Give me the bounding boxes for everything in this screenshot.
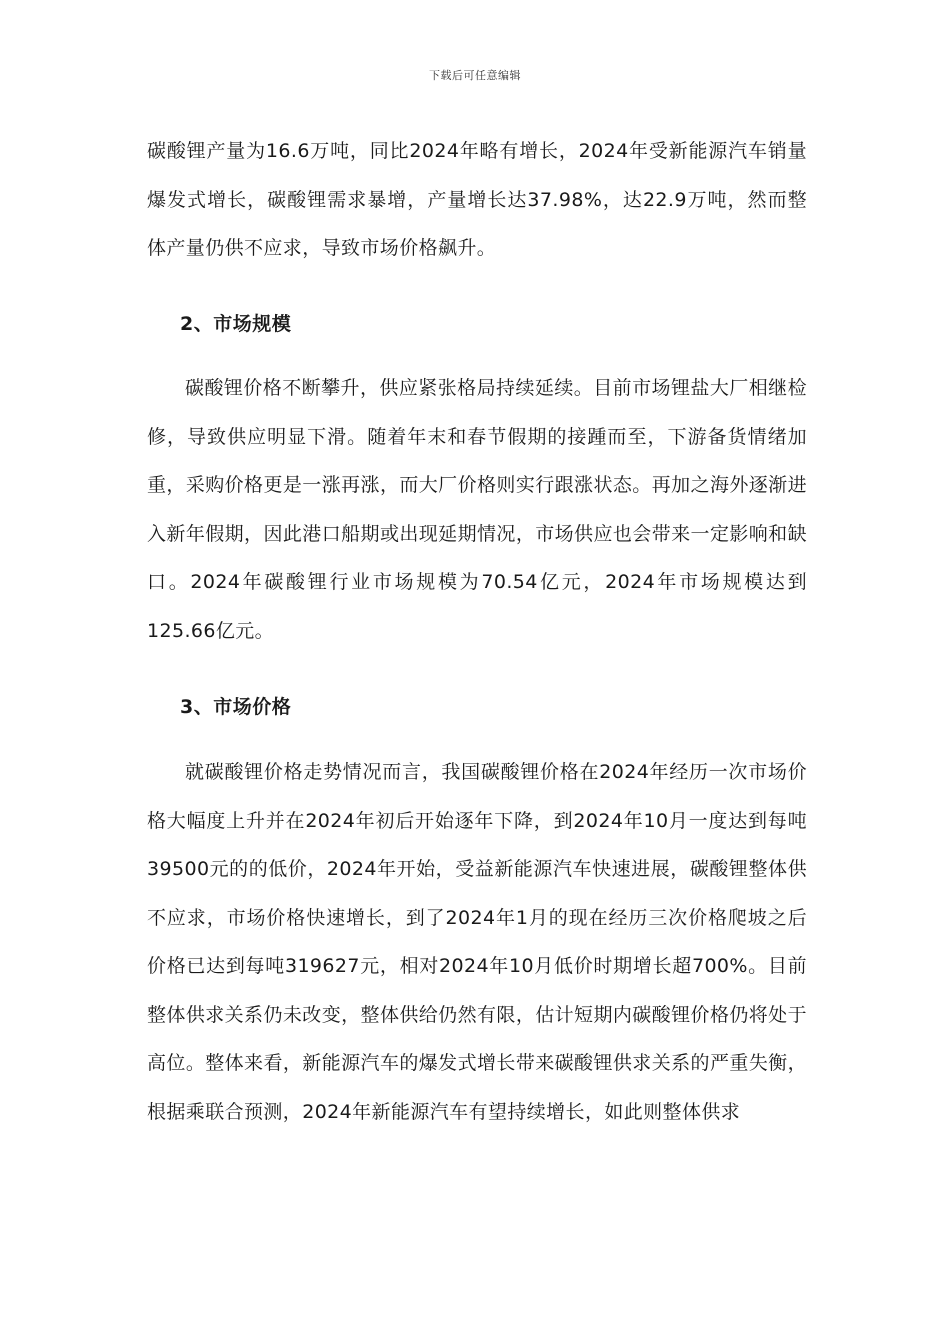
header-note: 下载后可任意编辑 [429,69,521,82]
section-heading-market-price: 3、市场价格 [180,696,292,718]
section-heading-market-size: 2、市场规模 [180,313,292,335]
paragraph-market-price: 就碳酸锂价格走势情况而言，我国碳酸锂价格在2024年经历一次市场价格大幅度上升并在2024年初后开始逐年下降，到2024年10月一度达到每吨39500元的的低价，2024年开始，受益新能源汽车快速进展，碳酸锂整体供不应求，市场价格快速增长，到了2024年1月的现在经历三次价格爬坡之后价格已达到每吨319627元，相对2024年10月低价时期增长超700%。目前整体供求关系仍未改变，整体供给仍然有限，估计短期内碳酸锂价格仍将处于高位。整体来看，新能源汽车的爆发式增长带来碳酸锂供求关系的严重失衡，根据乘联合预测，2024年新能源汽车有望持续增长，如此则整体供求 [147,761,807,1123]
paragraph-production: 碳酸锂产量为16.6万吨，同比2024年略有增长，2024年受新能源汽车销量爆发式增长，碳酸锂需求暴增，产量增长达37.98%，达22.9万吨，然而整体产量仍供不应求，导致市场价格飙升。 [147,140,807,259]
paragraph-market-size: 碳酸锂价格不断攀升，供应紧张格局持续延续。目前市场锂盐大厂相继检修，导致供应明显下滑。随着年末和春节假期的接踵而至，下游备货情绪加重，采购价格更是一涨再涨，而大厂价格则实行跟涨状态。再加之海外逐渐进入新年假期，因此港口船期或出现延期情况，市场供应也会带来一定影响和缺口。2024年碳酸锂行业市场规模为70.54亿元，2024年市场规模达到125.66亿元。 [147,377,807,642]
